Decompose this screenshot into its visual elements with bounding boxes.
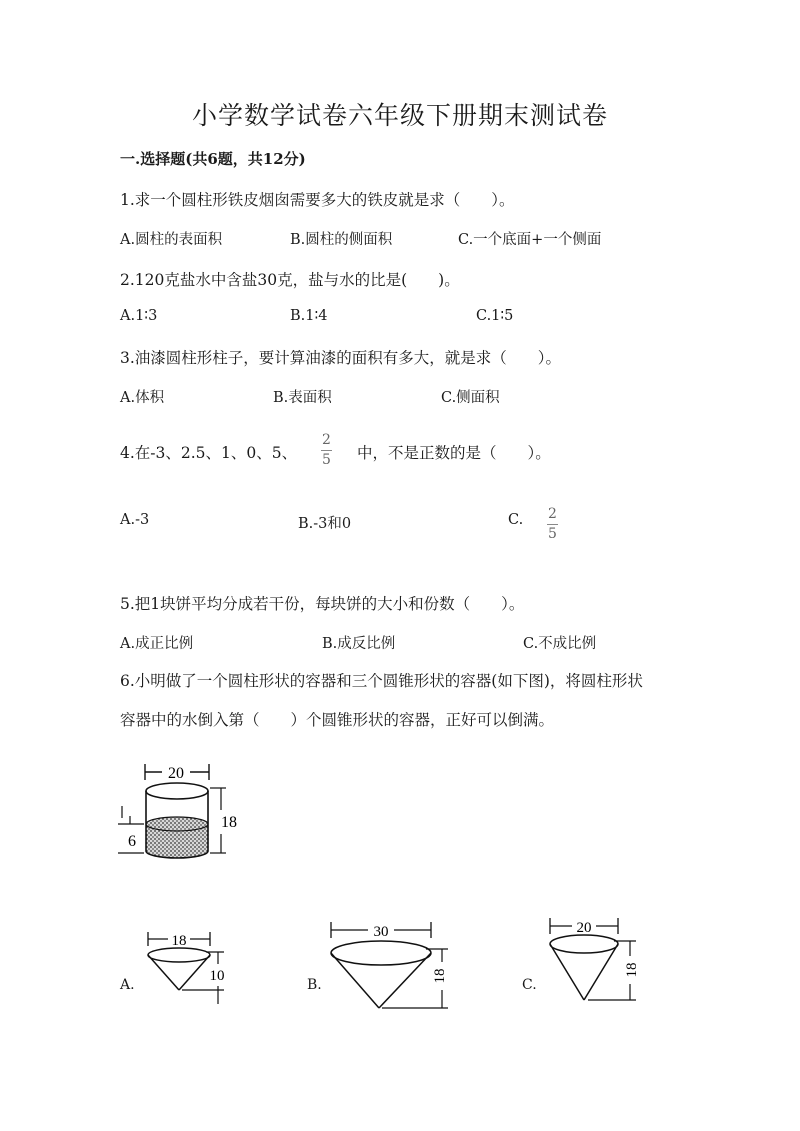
- question-4-stem-end: 中，不是正数的是（ ）。: [357, 444, 551, 462]
- cone-c-height-label: 18: [624, 962, 640, 978]
- fraction-bar: [547, 524, 558, 525]
- cone-b-side: [331, 953, 379, 1008]
- water-surface: [146, 817, 208, 831]
- question-3-option-b: B.表面积: [273, 390, 332, 406]
- fraction-denominator: 5: [322, 452, 331, 468]
- cone-c-label: C.: [522, 977, 537, 993]
- section-heading: 一.选择题(共6题，共12分): [120, 150, 306, 168]
- question-5-stem: 5.把1块饼平均分成若干份，每块饼的大小和份数（ ）。: [120, 595, 525, 613]
- cone-b-side: [379, 953, 431, 1008]
- cone-a-label: A.: [120, 977, 135, 993]
- question-3-stem: 3.油漆圆柱形柱子，要计算油漆的面积有多大，就是求（ ）。: [120, 349, 562, 367]
- question-2-stem: 2.120克盐水中含盐30克，盐与水的比是( )。: [120, 271, 460, 289]
- cone-c-diameter-label: 20: [576, 920, 592, 936]
- fraction-denominator: 5: [548, 526, 557, 542]
- question-6-stem-line1: 6.小明做了一个圆柱形状的容器和三个圆锥形状的容器(如下图)，将圆柱形状: [120, 672, 643, 690]
- fraction-bar: [321, 450, 332, 451]
- fraction-numerator: 2: [322, 432, 331, 448]
- cone-c-base: [550, 935, 618, 953]
- question-4-option-c: C.: [508, 512, 524, 528]
- cone-c-figure: [544, 914, 644, 1006]
- question-1-option-b: B.圆柱的侧面积: [290, 232, 393, 248]
- question-4-option-b: B.-3和0: [298, 516, 352, 532]
- question-6-stem-line2: 容器中的水倒入第（ ）个圆锥形状的容器，正好可以倒满。: [120, 711, 555, 729]
- question-1-option-c: C.一个底面+一个侧面: [458, 232, 602, 248]
- cone-b-height-label: 18: [432, 968, 448, 984]
- question-5-option-c: C.不成比例: [523, 636, 597, 652]
- cone-a-height-label: 10: [209, 968, 225, 984]
- question-3-option-a: A.体积: [120, 390, 165, 406]
- question-4-option-a: A.-3: [120, 512, 150, 528]
- question-1-stem: 1.求一个圆柱形铁皮烟囱需要多大的铁皮就是求（ ）。: [120, 191, 515, 209]
- cone-b-label: B.: [307, 977, 322, 993]
- cylinder-figure: [118, 758, 248, 868]
- cone-a-side: [148, 955, 179, 990]
- cylinder-diameter-label: 20: [168, 765, 184, 782]
- question-5-option-a: A.成正比例: [120, 636, 194, 652]
- cone-b-base: [331, 941, 431, 965]
- cylinder-top: [146, 783, 208, 799]
- cone-a-diameter-label: 18: [171, 933, 187, 949]
- water-height-label: 6: [128, 833, 136, 850]
- question-4-stem-start: 4.在-3、2.5、1、0、5、: [120, 444, 298, 462]
- cylinder-height-label: 18: [221, 814, 237, 831]
- fraction-numerator: 2: [548, 506, 557, 522]
- question-2-option-a: A.1∶3: [120, 308, 158, 324]
- question-1-option-a: A.圆柱的表面积: [120, 232, 223, 248]
- question-3-option-c: C.侧面积: [441, 390, 500, 406]
- question-4-option-c-fraction: [547, 506, 558, 543]
- question-4-fraction: [321, 432, 332, 469]
- question-2-option-c: C.1∶5: [476, 308, 514, 324]
- page-title: 小学数学试卷六年级下册期末测试卷: [191, 101, 608, 130]
- cone-a-base: [148, 948, 210, 962]
- question-2-option-b: B.1∶4: [290, 308, 328, 324]
- question-5-option-b: B.成反比例: [322, 636, 396, 652]
- cone-a-side: [179, 955, 210, 990]
- cone-b-figure: [326, 918, 451, 1013]
- cone-b-diameter-label: 30: [373, 924, 389, 940]
- cone-a-figure: [140, 928, 235, 1008]
